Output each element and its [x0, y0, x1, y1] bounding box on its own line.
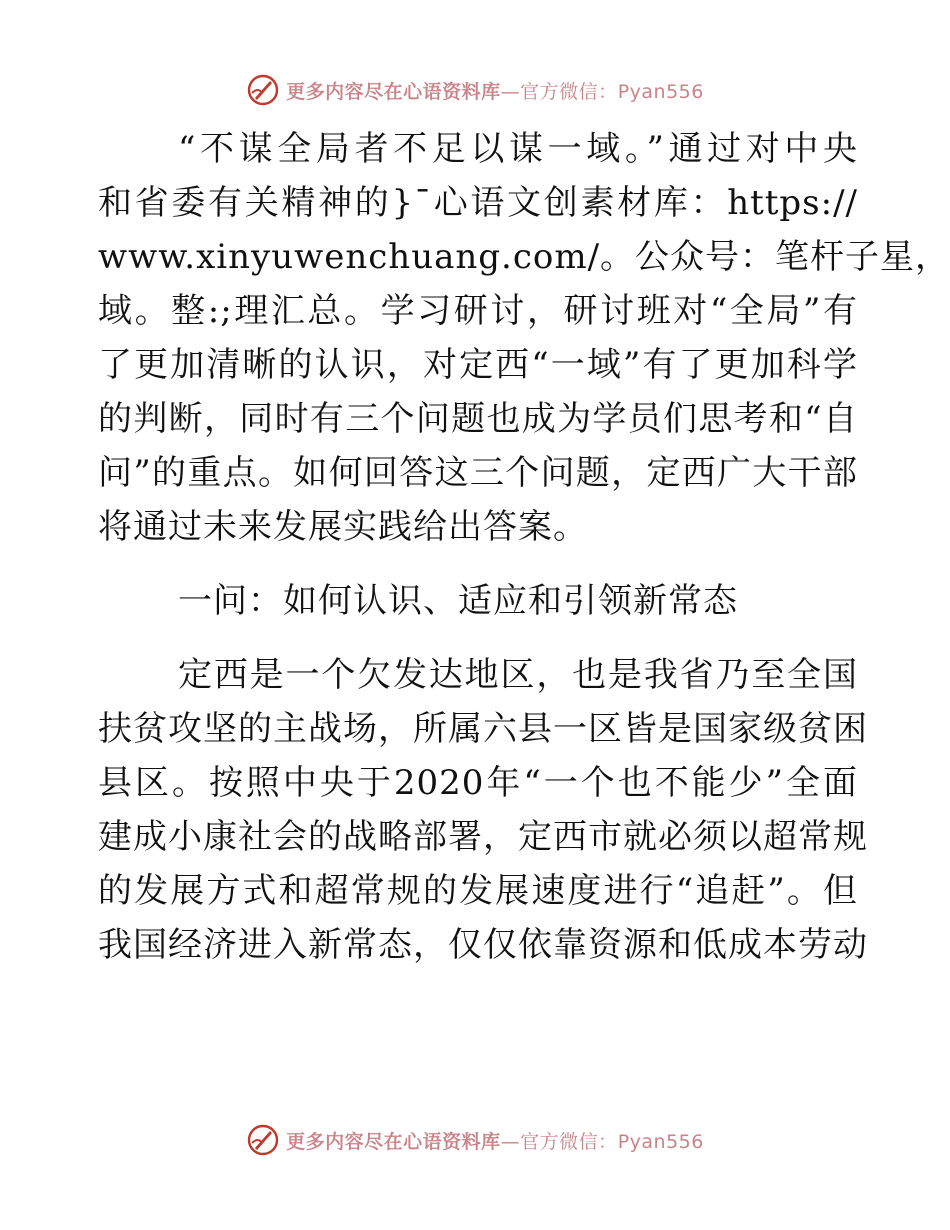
- watermark-main: 更多内容尽在心语资料库: [286, 80, 501, 103]
- quill-logo-icon: [246, 73, 280, 107]
- watermark-id: Pyan556: [617, 80, 704, 103]
- watermark-id: Pyan556: [617, 1130, 704, 1153]
- watermark-text: [286, 1127, 704, 1154]
- watermark-main: 更多内容尽在心语资料库: [286, 1130, 501, 1153]
- watermark-dash: —: [500, 1130, 521, 1153]
- text-line: 我国经济进入新常态，仅仅依靠资源和低成本劳动: [98, 925, 868, 965]
- text-line: 了更加清晰的认识，对定西“一域”有了更加科学: [98, 345, 858, 385]
- text-line: 和省委有关精神的}¯心语文创素材库：https://: [98, 183, 858, 223]
- quill-logo-icon: [246, 1123, 280, 1157]
- text-line: 的判断，同时有三个问题也成为学员们思考和“自: [98, 399, 858, 439]
- text-line: 县区。按照中央于2020年“一个也不能少”全面: [98, 763, 858, 803]
- heading-text: 一问：如何认识、适应和引领新常态: [178, 581, 738, 621]
- watermark-label: 官方微信：: [520, 80, 618, 103]
- watermark-dash: —: [500, 80, 521, 103]
- watermark-label: 官方微信：: [520, 1130, 618, 1153]
- text-line: “不谋全局者不足以谋一域。”通过对中央: [178, 129, 858, 169]
- paragraph-2: [98, 648, 868, 972]
- footer-watermark: [0, 1120, 950, 1160]
- text-line: www.xinyuwenchuang.com/。公众号：笔杆子星，: [98, 237, 950, 277]
- watermark-text: [286, 77, 704, 104]
- section-heading: [98, 574, 858, 628]
- text-line: 扶贫攻坚的主战场，所属六县一区皆是国家级贫困: [98, 709, 868, 749]
- document-body: [98, 122, 950, 972]
- text-line: 将通过未来发展实践给出答案。: [98, 507, 588, 547]
- text-line: 建成小康社会的战略部署，定西市就必须以超常规: [98, 817, 868, 857]
- text-line: 域。整:;理汇总。学习研讨，研讨班对“全局”有: [98, 291, 858, 331]
- header-watermark: [0, 70, 950, 110]
- text-line: 定西是一个欠发达地区，也是我省乃至全国: [178, 655, 858, 695]
- text-line: 问”的重点。如何回答这三个问题，定西广大干部: [98, 453, 858, 493]
- text-line: 的发展方式和超常规的发展速度进行“追赶”。但: [98, 871, 858, 911]
- paragraph-1: [98, 122, 950, 554]
